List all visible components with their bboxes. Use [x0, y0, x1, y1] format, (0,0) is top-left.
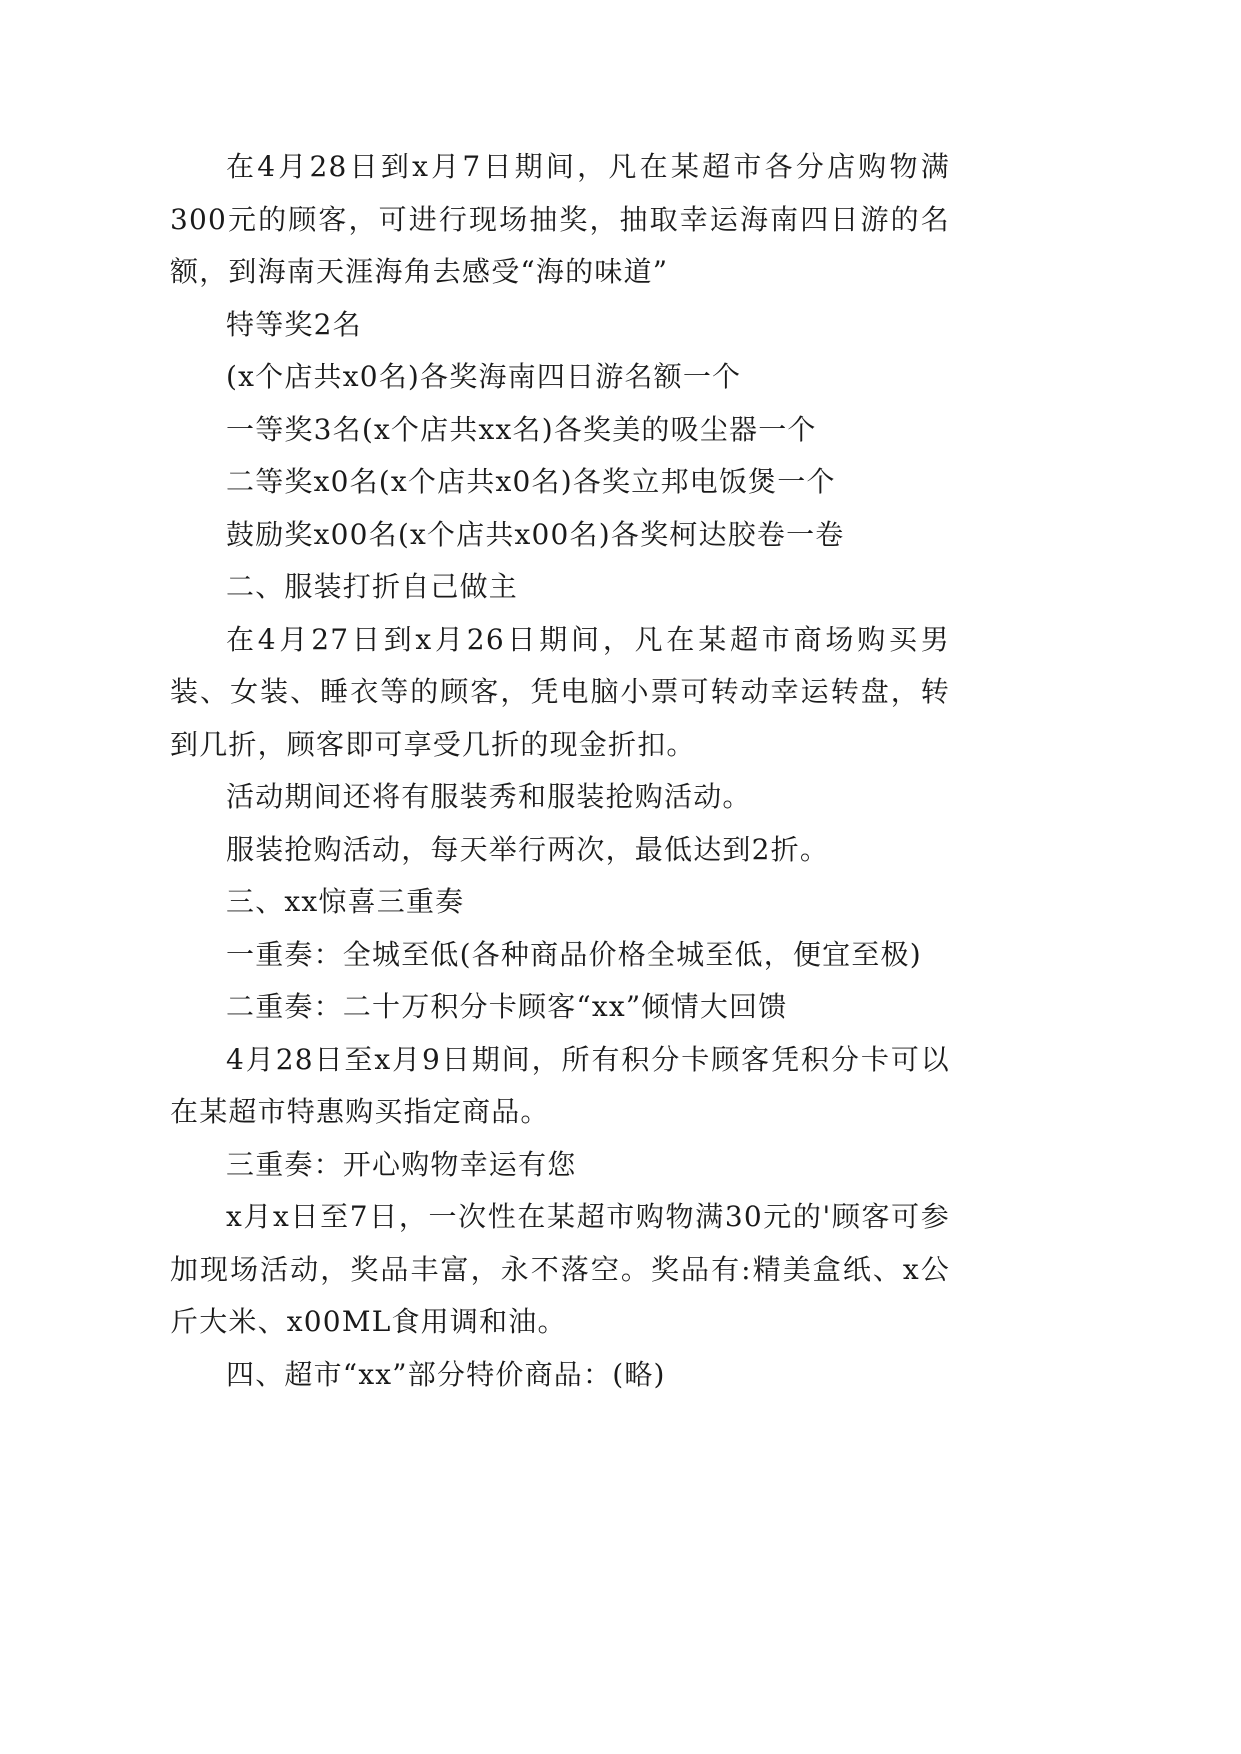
- paragraph-lottery-intro: 在4月28日到x月7日期间，凡在某超市各分店购物满300元的顾客，可进行现场抽奖，抽取幸运海南四日游的名额，到海南天涯海角去感受“海的味道”: [170, 150, 950, 288]
- heading-clothing-discount: 二、服装打折自己做主: [226, 570, 519, 603]
- paragraph-first-movement: 一重奏：全城至低(各种商品价格全城至低，便宜至极): [226, 937, 922, 971]
- paragraph-points-card: 4月28日至x月9日期间，所有积分卡顾客凭积分卡可以在某超市特惠购买指定商品。: [170, 1042, 950, 1128]
- paragraph-second-prize: 二等奖x0名(x个店共x0名)各奖立邦电饭煲一个: [226, 465, 836, 498]
- heading-triple-surprise: 三、xx惊喜三重奏: [226, 885, 465, 918]
- document-body: [170, 141, 950, 1401]
- paragraph-second-movement: 二重奏：二十万积分卡顾客“xx”倾情大回馈: [226, 990, 788, 1023]
- heading-special-products: 四、超市“xx”部分特价商品：(略): [226, 1357, 666, 1391]
- paragraph-fashion-show: 活动期间还将有服装秀和服装抢购活动。: [226, 780, 752, 813]
- paragraph-first-prize: 一等奖3名(x个店共xx名)各奖美的吸尘器一个: [226, 412, 817, 446]
- paragraph-encouragement-prize: 鼓励奖x00名(x个店共x00名)各奖柯达胶卷一卷: [226, 517, 845, 551]
- paragraph-special-prize-detail: (x个店共x0名)各奖海南四日游名额一个: [226, 360, 742, 393]
- paragraph-onsite-activity: x月x日至7日，一次性在某超市购物满30元的'顾客可参加现场活动，奖品丰富，永不落空。奖品有:精美盒纸、x公斤大米、x00ML食用调和油。: [170, 1200, 950, 1338]
- paragraph-clothing-discount: 在4月27日到x月26日期间，凡在某超市商场购买男装、女装、睡衣等的顾客，凭电脑小票可转动幸运转盘，转到几折，顾客即可享受几折的现金折扣。: [170, 622, 950, 761]
- paragraph-clothing-rush: 服装抢购活动，每天举行两次，最低达到2折。: [226, 832, 830, 866]
- paragraph-third-movement: 三重奏：开心购物幸运有您: [226, 1147, 577, 1181]
- paragraph-special-prize: 特等奖2名: [226, 307, 362, 341]
